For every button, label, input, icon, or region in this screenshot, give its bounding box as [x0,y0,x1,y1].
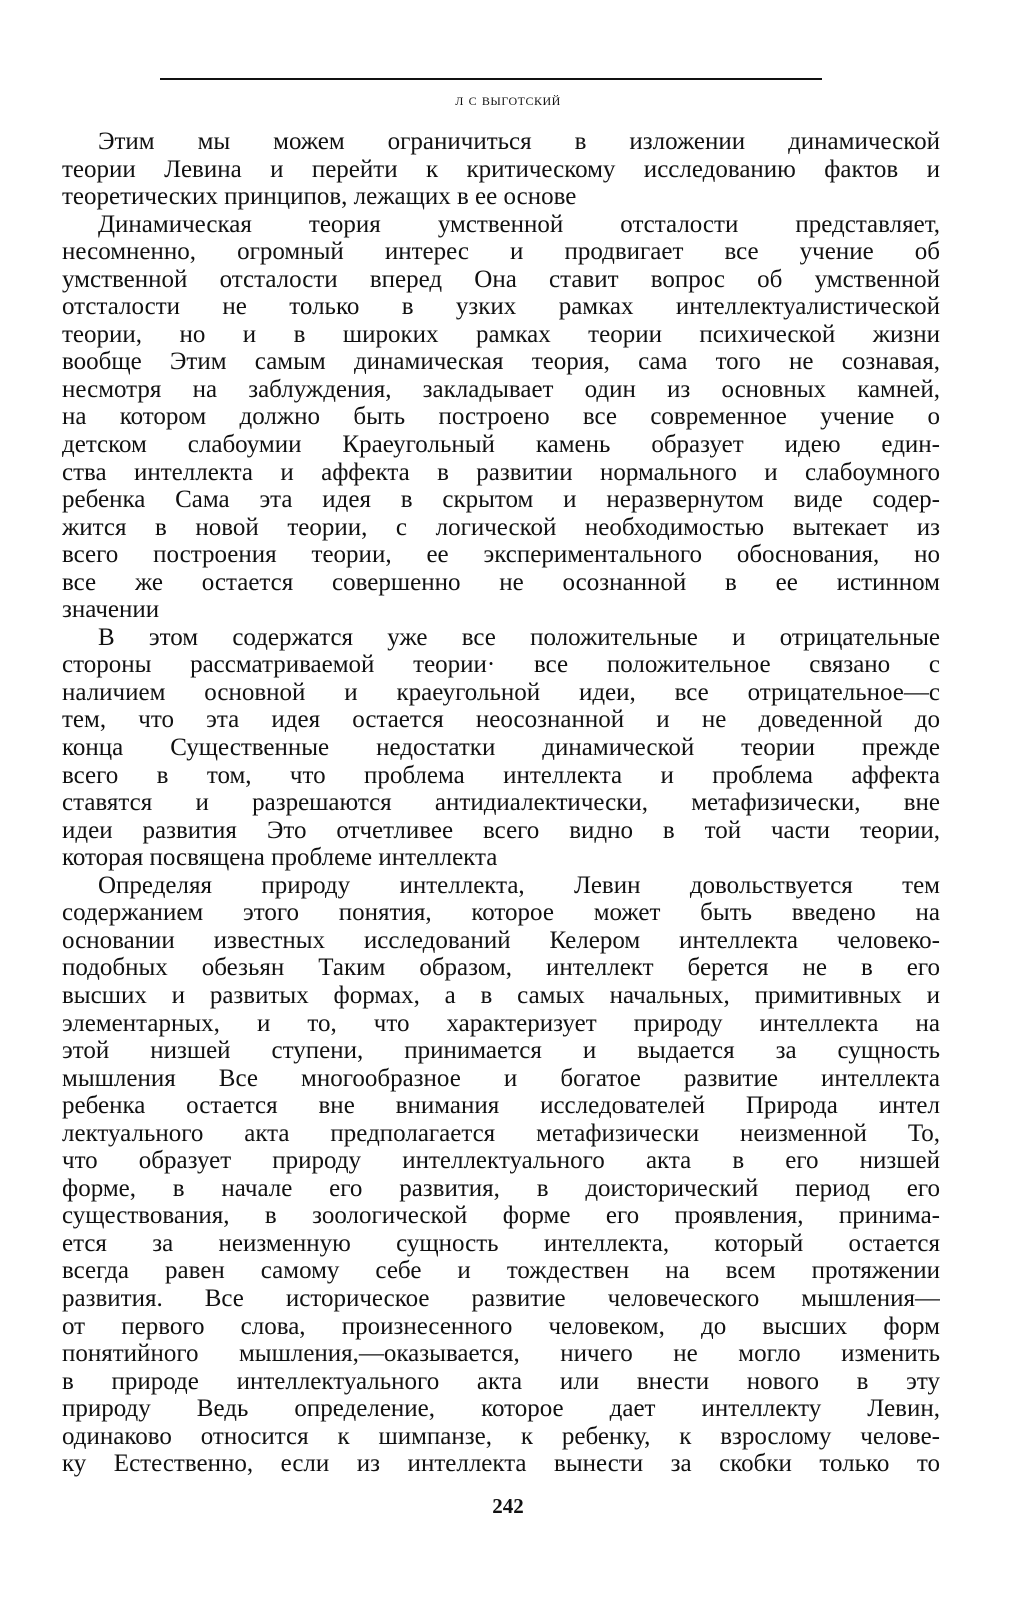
text-line: природу Ведь определение, которое дает интеллекту Левин, [62,1395,940,1423]
text-line: ребенка Сама эта идея в скрытом и неразвернутом виде содер- [62,486,940,514]
header-rule [160,78,822,80]
text-line: несомненно, огромный интерес и продвигает все учение об [62,238,940,266]
text-line: умственной отсталости вперед Она ставит вопрос об умственной [62,265,940,293]
text-line: ребенка остается вне внимания исследователей Природа интел [62,1092,940,1120]
text-line: ства интеллекта и аффекта в развитии нормального и слабоумного [62,458,940,486]
text-line: теории Левина и перейти к критическому исследованию фактов и [62,155,940,183]
text-line: на котором должно быть построено все современное учение о [62,403,940,431]
text-line: всего в том, что проблема интеллекта и проблема аффекта [62,761,940,789]
text-line: детском слабоумии Краеугольный камень образует идею един- [62,431,940,459]
text-line: теории, но и в широких рамках теории психической жизни [62,320,940,348]
text-line: мышления Все многообразное и богатое развитие интеллекта [62,1064,940,1092]
text-line: в природе интеллектуального акта или внести нового в эту [62,1367,940,1395]
text-line: ется за неизменную сущность интеллекта, который остается [62,1229,940,1257]
text-line: ставятся и разрешаются антидиалектически, метафизически, вне [62,789,940,817]
text-line: отсталости не только в узких рамках интеллектуалистической [62,293,940,321]
text-line: всего построения теории, ее экспериментального обоснования, но [62,541,940,569]
text-line: значении [62,596,160,624]
text-line: тем, что эта идея остается неосознанной и не доведенной до [62,706,940,734]
text-line: идеи развития Это отчетливее всего видно в той части теории, [62,816,940,844]
text-line: от первого слова, произнесенного человеком, до высших форм [62,1312,940,1340]
text-line: стороны рассматриваемой теории· все положительное связано с [62,651,940,679]
text-line: лектуального акта предполагается метафизически неизменной То, [62,1119,940,1147]
text-line: форме, в начале его развития, в доисторический период его [62,1174,940,1202]
text-line: этой низшей ступени, принимается и выдается за сущность [62,1037,940,1065]
text-line: понятийного мышления,—оказывается, ничего не могло изменить [62,1340,940,1368]
text-line: основании известных исследований Келером интеллекта человеко- [62,926,940,954]
text-line: развития. Все историческое развитие человеческого мышления— [62,1284,940,1312]
text-line: теоретических принципов, лежащих в ее основе [62,183,577,211]
text-line: конца Существенные недостатки динамической теории прежде [62,734,940,762]
text-line: что образует природу интеллектуального акта в его низшей [62,1147,940,1175]
body-text [62,128,940,1478]
text-line: несмотря на заблуждения, закладывает один из основных камней, [62,375,940,403]
text-line: содержанием этого понятия, которое может быть введено на [62,899,940,927]
text-line: Определяя природу интеллекта, Левин довольствуется тем [98,871,940,899]
running-head: л с выготский [455,90,561,109]
text-line: жится в новой теории, с логической необходимостью вытекает из [62,513,940,541]
text-line: подобных обезьян Таким образом, интеллект берется не в его [62,954,940,982]
text-line: наличием основной и краеугольной идеи, все отрицательное—с [62,678,940,706]
text-line: Динамическая теория умственной отсталости представляет, [98,210,940,238]
text-line: которая посвящена проблеме интеллекта [62,844,498,872]
text-line: Этим мы можем ограничиться в изложении динамической [98,128,940,155]
page-number: 242 [492,1494,524,1518]
text-line: всегда равен самому себе и тождествен на всем протяжении [62,1257,940,1285]
text-line: все же остается совершенно не осознанной в ее истинном [62,568,940,596]
text-line: существования, в зоологической форме его проявления, принима- [62,1202,940,1230]
text-line: одинаково относится к шимпанзе, к ребенку, к взрослому челове- [62,1422,940,1450]
text-line: ку Естественно, если из интеллекта вынести за скобки только то [62,1450,940,1478]
text-line: высших и развитых формах, а в самых начальных, примитивных и [62,981,940,1009]
text-line: В этом содержатся уже все положительные и отрицательные [98,623,940,651]
text-line: элементарных, и то, что характеризует природу интеллекта на [62,1009,940,1037]
text-line: вообще Этим самым динамическая теория, сама того не сознавая, [62,348,940,376]
